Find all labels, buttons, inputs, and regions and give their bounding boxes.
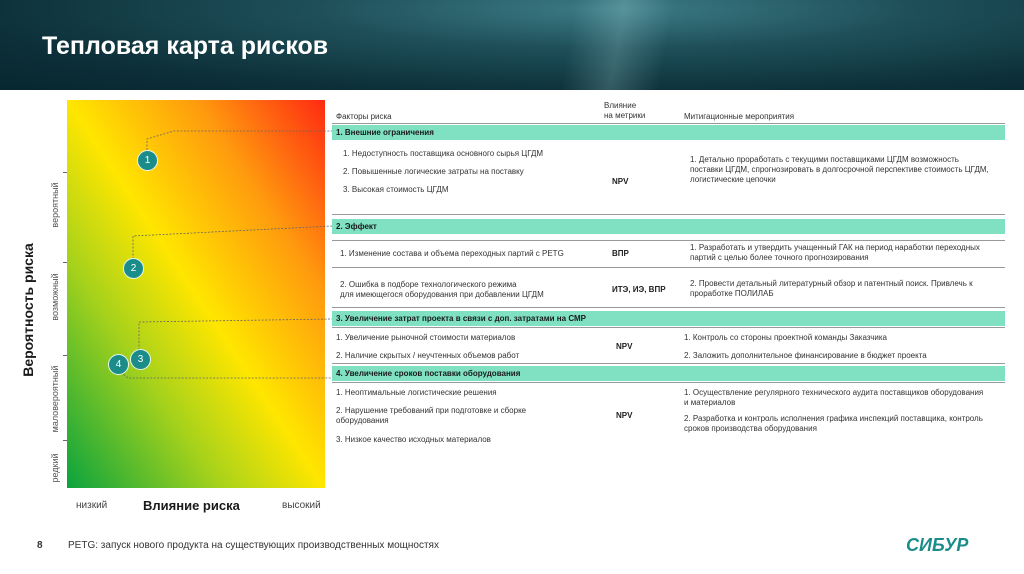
risk-marker-3: 3 bbox=[130, 349, 151, 370]
title-bar bbox=[0, 0, 1024, 90]
row-divider bbox=[332, 240, 1005, 241]
x-axis-label: Влияние риска bbox=[143, 498, 240, 513]
mitigation-measure: 1. Осуществление регулярного технического аудита поставщиков оборудования и материалов bbox=[684, 388, 984, 407]
y-tickmark bbox=[63, 262, 67, 263]
mitigation-measure: 1. Контроль со стороны проектной команды Заказчика bbox=[684, 333, 887, 342]
y-tick-likely: вероятный bbox=[50, 182, 60, 228]
row-divider bbox=[332, 214, 1005, 215]
impact-metric: NPV bbox=[612, 177, 629, 186]
mitigation-measure: 2. Провести детальный литературный обзор и патентный поиск. Привлечь к проработке ПОЛИЛАБ bbox=[690, 279, 973, 298]
y-tick-possible: возможный bbox=[50, 273, 60, 321]
table-header-divider bbox=[332, 123, 1005, 124]
x-tick-high: высокий bbox=[282, 500, 321, 511]
y-tickmark bbox=[63, 355, 67, 356]
risk-marker-1: 1 bbox=[137, 150, 158, 171]
risk-heatmap bbox=[67, 100, 325, 488]
risk-marker-4: 4 bbox=[108, 354, 129, 375]
column-header-factors: Факторы риска bbox=[336, 112, 392, 121]
row-divider bbox=[332, 363, 1005, 364]
risk-factor: 1. Изменение состава и объема переходных партий с PETG bbox=[340, 249, 564, 258]
page-number: 8 bbox=[37, 540, 43, 551]
risk-factor: 3. Высокая стоимость ЦГДМ bbox=[343, 185, 449, 194]
sibur-logo bbox=[905, 534, 987, 556]
risk-factor: 1. Увеличение рыночной стоимости материалов bbox=[336, 333, 516, 342]
header-light-streak bbox=[330, 0, 930, 90]
row-divider bbox=[332, 307, 1005, 308]
mitigation-measure: 1. Разработать и утвердить учащенный ГАК на период наработки переходных партий с целью более точного прогнозирования bbox=[690, 243, 980, 262]
risk-factor: 2. Наличие скрытых / неучтенных объемов работ bbox=[336, 351, 520, 360]
risk-group-4-header: 4. Увеличение сроков поставки оборудования bbox=[332, 366, 1005, 381]
risk-factor: 3. Низкое качество исходных материалов bbox=[336, 435, 491, 444]
mitigation-measure: 2. Заложить дополнительное финансирование в бюджет проекта bbox=[684, 351, 927, 360]
column-header-mitigation: Митигационные мероприятия bbox=[684, 112, 795, 121]
footnote-term: PETG bbox=[68, 540, 96, 551]
risk-factor: 1. Неоптимальные логистические решения bbox=[336, 388, 497, 397]
page-title: Тепловая карта рисков bbox=[42, 32, 329, 60]
y-tickmark bbox=[63, 172, 67, 173]
risk-group-3-header: 3. Увеличение затрат проекта в связи с доп. затратами на СМР bbox=[332, 311, 1005, 326]
risk-marker-2: 2 bbox=[123, 258, 144, 279]
risk-factor: 2. Нарушение требований при подготовке и сборке оборудования bbox=[336, 406, 527, 425]
y-tickmark bbox=[63, 440, 67, 441]
row-divider bbox=[332, 327, 1005, 328]
footnote-text: : запуск нового продукта на существующих производственных мощностях bbox=[95, 540, 439, 551]
risk-factor: 1. Недоступность поставщика основного сырья ЦГДМ bbox=[343, 149, 544, 158]
risk-factor: 2. Ошибка в подборе технологического режима для имеющегося оборудования при добавлении ЦГДМ bbox=[340, 280, 544, 299]
y-tick-rare: редкий bbox=[50, 453, 60, 483]
mitigation-measure: 2. Разработка и контроль исполнения графика инспекций поставщика, контроль сроков производства оборудования bbox=[684, 414, 983, 433]
x-tick-low: низкий bbox=[76, 500, 108, 511]
column-header-impact: Влияние на метрики bbox=[604, 101, 646, 120]
row-divider bbox=[332, 267, 1005, 268]
footnote bbox=[68, 540, 439, 551]
impact-metric: NPV bbox=[616, 411, 633, 420]
y-axis-label: Вероятность риска bbox=[20, 243, 36, 377]
mitigation-measure: 1. Детально проработать с текущими поставщиками ЦГДМ возможность поставки ЦГДМ, спрогнозировать в долгосрочной перспективе стоимость ЦГДМ, логистические цепочки bbox=[690, 155, 989, 184]
sibur-logo-text: СИБУР bbox=[906, 535, 969, 555]
risk-group-1-header: 1. Внешние ограничения bbox=[332, 125, 1005, 140]
impact-metric: ВПР bbox=[612, 249, 629, 258]
impact-metric: NPV bbox=[616, 342, 633, 351]
row-divider bbox=[332, 382, 1005, 383]
impact-metric: ИТЭ, ИЭ, ВПР bbox=[612, 285, 666, 294]
risk-group-2-header: 2. Эффект bbox=[332, 219, 1005, 234]
risk-factor: 2. Повышенные логические затраты на поставку bbox=[343, 167, 524, 176]
y-tick-unlikely: маловероятный bbox=[50, 365, 60, 433]
